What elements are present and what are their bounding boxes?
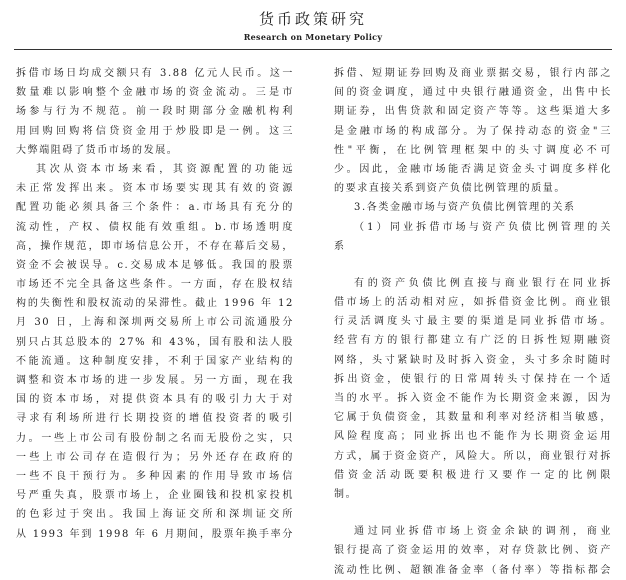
journal-subtitle: Research on Monetary Policy — [243, 32, 383, 42]
text-line: 不能流通。这种制度安排，不利于国家产业结构的 — [16, 355, 294, 367]
text-line: 行灵活调度头寸最主要的渠道是同业拆借市场。 — [334, 316, 612, 328]
text-line: 经营有方的银行都建立有广泛的日拆性短期融资 — [334, 335, 612, 347]
page-header — [0, 0, 626, 52]
text-line: 流动性比例、超额准备金率（备付率）等指标都会 — [334, 564, 612, 576]
text-line: 调整和资本市场的进一步发展。另一方面，现在我 — [16, 375, 294, 386]
text-line: 一些不良干预行为。多种因素的作用导致市场信 — [16, 470, 294, 482]
text-line: 号严重失真，股票市场上，企业圈钱和投机家投机 — [16, 490, 294, 502]
text-line: 间的资金调度，通过中央银行融通资金，出售中长 — [334, 87, 612, 99]
text-line: 的色彩过于突出。我国上海证交所和深圳证交所 — [16, 509, 294, 521]
text-line: 是金融市场的构成部分。为了保持动态的资金"三 — [334, 125, 612, 137]
text-line: 3.各类金融市场与资产负债比例管理的关系 — [354, 202, 576, 214]
text-line: 通过同业拆借市场上资金余缺的调剂，商业 — [354, 526, 612, 538]
text-line — [334, 256, 612, 274]
text-line: 风险程度高；同业拆出也不能作为长期资金运用 — [334, 431, 612, 443]
text-line: 数量难以影响整个金融市场的资金流动。三是市 — [16, 87, 294, 99]
text-line: 大弊端阻碍了货币市场的发展。 — [16, 144, 179, 156]
text-line: 力。一些上市公司有股份制之名而无股份之实，只 — [16, 432, 294, 444]
text-line: 国的资本市场，对提供资本具有的吸引力大于对 — [16, 394, 294, 406]
text-line: 从 1993 年到 1998 年 6 月期间，股票年换手率分 — [16, 528, 294, 540]
text-line: 寻求有利场所进行长期投资的增值投资者的吸引 — [16, 413, 294, 425]
text-line: 方式，属于资金资产，风险大。所以，商业银行对拆 — [334, 450, 612, 462]
text-line: 借市场上的活动相对应，如拆借资金比例。商业银 — [334, 297, 612, 309]
text-line: 用回购回购将信贷资金用于炒股即是一例。这三 — [16, 125, 294, 137]
text-line: 银行提高了资金运用的效率，对存贷款比例、资产 — [334, 545, 612, 557]
text-line: 流动性，产权、债权能有效重组。b.市场透明度 — [16, 221, 294, 233]
journal-title: 货币政策研究 — [258, 10, 367, 28]
text-line: 期证券，出售贷款和固定资产等等。这些渠道大多 — [334, 106, 612, 118]
text-line: 未正常发挥出来。资本市场要实现其有效的资源 — [16, 183, 294, 195]
text-line: 制。 — [334, 488, 358, 500]
text-line: 其次从资本市场来看，其资源配置的功能远 — [36, 163, 294, 175]
text-line: 市场还不完全具备这些条件。一方面，存在股权结 — [16, 279, 294, 291]
text-line: 性"平衡，在比例管理框架中的头寸调度必不可 — [334, 144, 612, 156]
text-line: 拆借市场日均成交额只有 3.88 亿元人民币。这一 — [16, 68, 294, 79]
text-line — [334, 504, 612, 522]
text-line: （1）同业拆借市场与资产负债比例管理的关 — [354, 221, 612, 233]
left-text-column — [16, 64, 294, 540]
text-line: 月 30 日，上海和深圳两交易所上市公司流通股分 — [16, 317, 294, 329]
text-line: 配置功能必须具备三个条件：a.市场具有充分的 — [16, 202, 294, 214]
text-line: 资金不会被误导。c.交易成本足够低。我国的股票 — [16, 259, 294, 271]
text-line: 构的失衡性和股权流动的呆滞性。截止 1996 年 12 — [16, 298, 294, 310]
header-rule — [14, 49, 612, 50]
text-line: 别只占其总股本的 27% 和 43%，国有股和法人股 — [16, 336, 294, 348]
text-line: 的要求直接关系到资产负债比例管理的质量。 — [334, 183, 566, 195]
text-line: 拆借、短期证券回购及商业票据交易，银行内部之 — [334, 68, 612, 79]
right-text-column — [334, 64, 612, 576]
text-line: 有的资产负债比例直接与商业银行在同业拆 — [354, 277, 612, 289]
text-line: 网络，头寸紧缺时及时拆入资金，头寸多余时随时 — [334, 354, 612, 366]
text-line: 一些上市公司存在造假行为；另外还存在政府的 — [16, 451, 294, 463]
text-line: 它属于负债资金，其数量和利率对经济相当敏感， — [334, 412, 612, 424]
text-line: 借资金活动既要积极进行又要作一定的比例限 — [334, 469, 612, 481]
text-line: 高，操作规范，即市场信息公开，不存在幕后交易， — [16, 240, 294, 252]
text-line: 少。因此，金融市场能否满足资金头寸调度多样化 — [334, 163, 612, 175]
text-line: 拆出资金，使银行的日常周转头寸保持在一个适 — [334, 373, 612, 385]
text-line: 当的水平。拆入资金不能作为长期资金来源，因为 — [334, 393, 612, 404]
text-line: 系 — [334, 240, 346, 252]
text-line: 场参与行为不规范。前一段时期部分金融机构利 — [16, 106, 294, 118]
